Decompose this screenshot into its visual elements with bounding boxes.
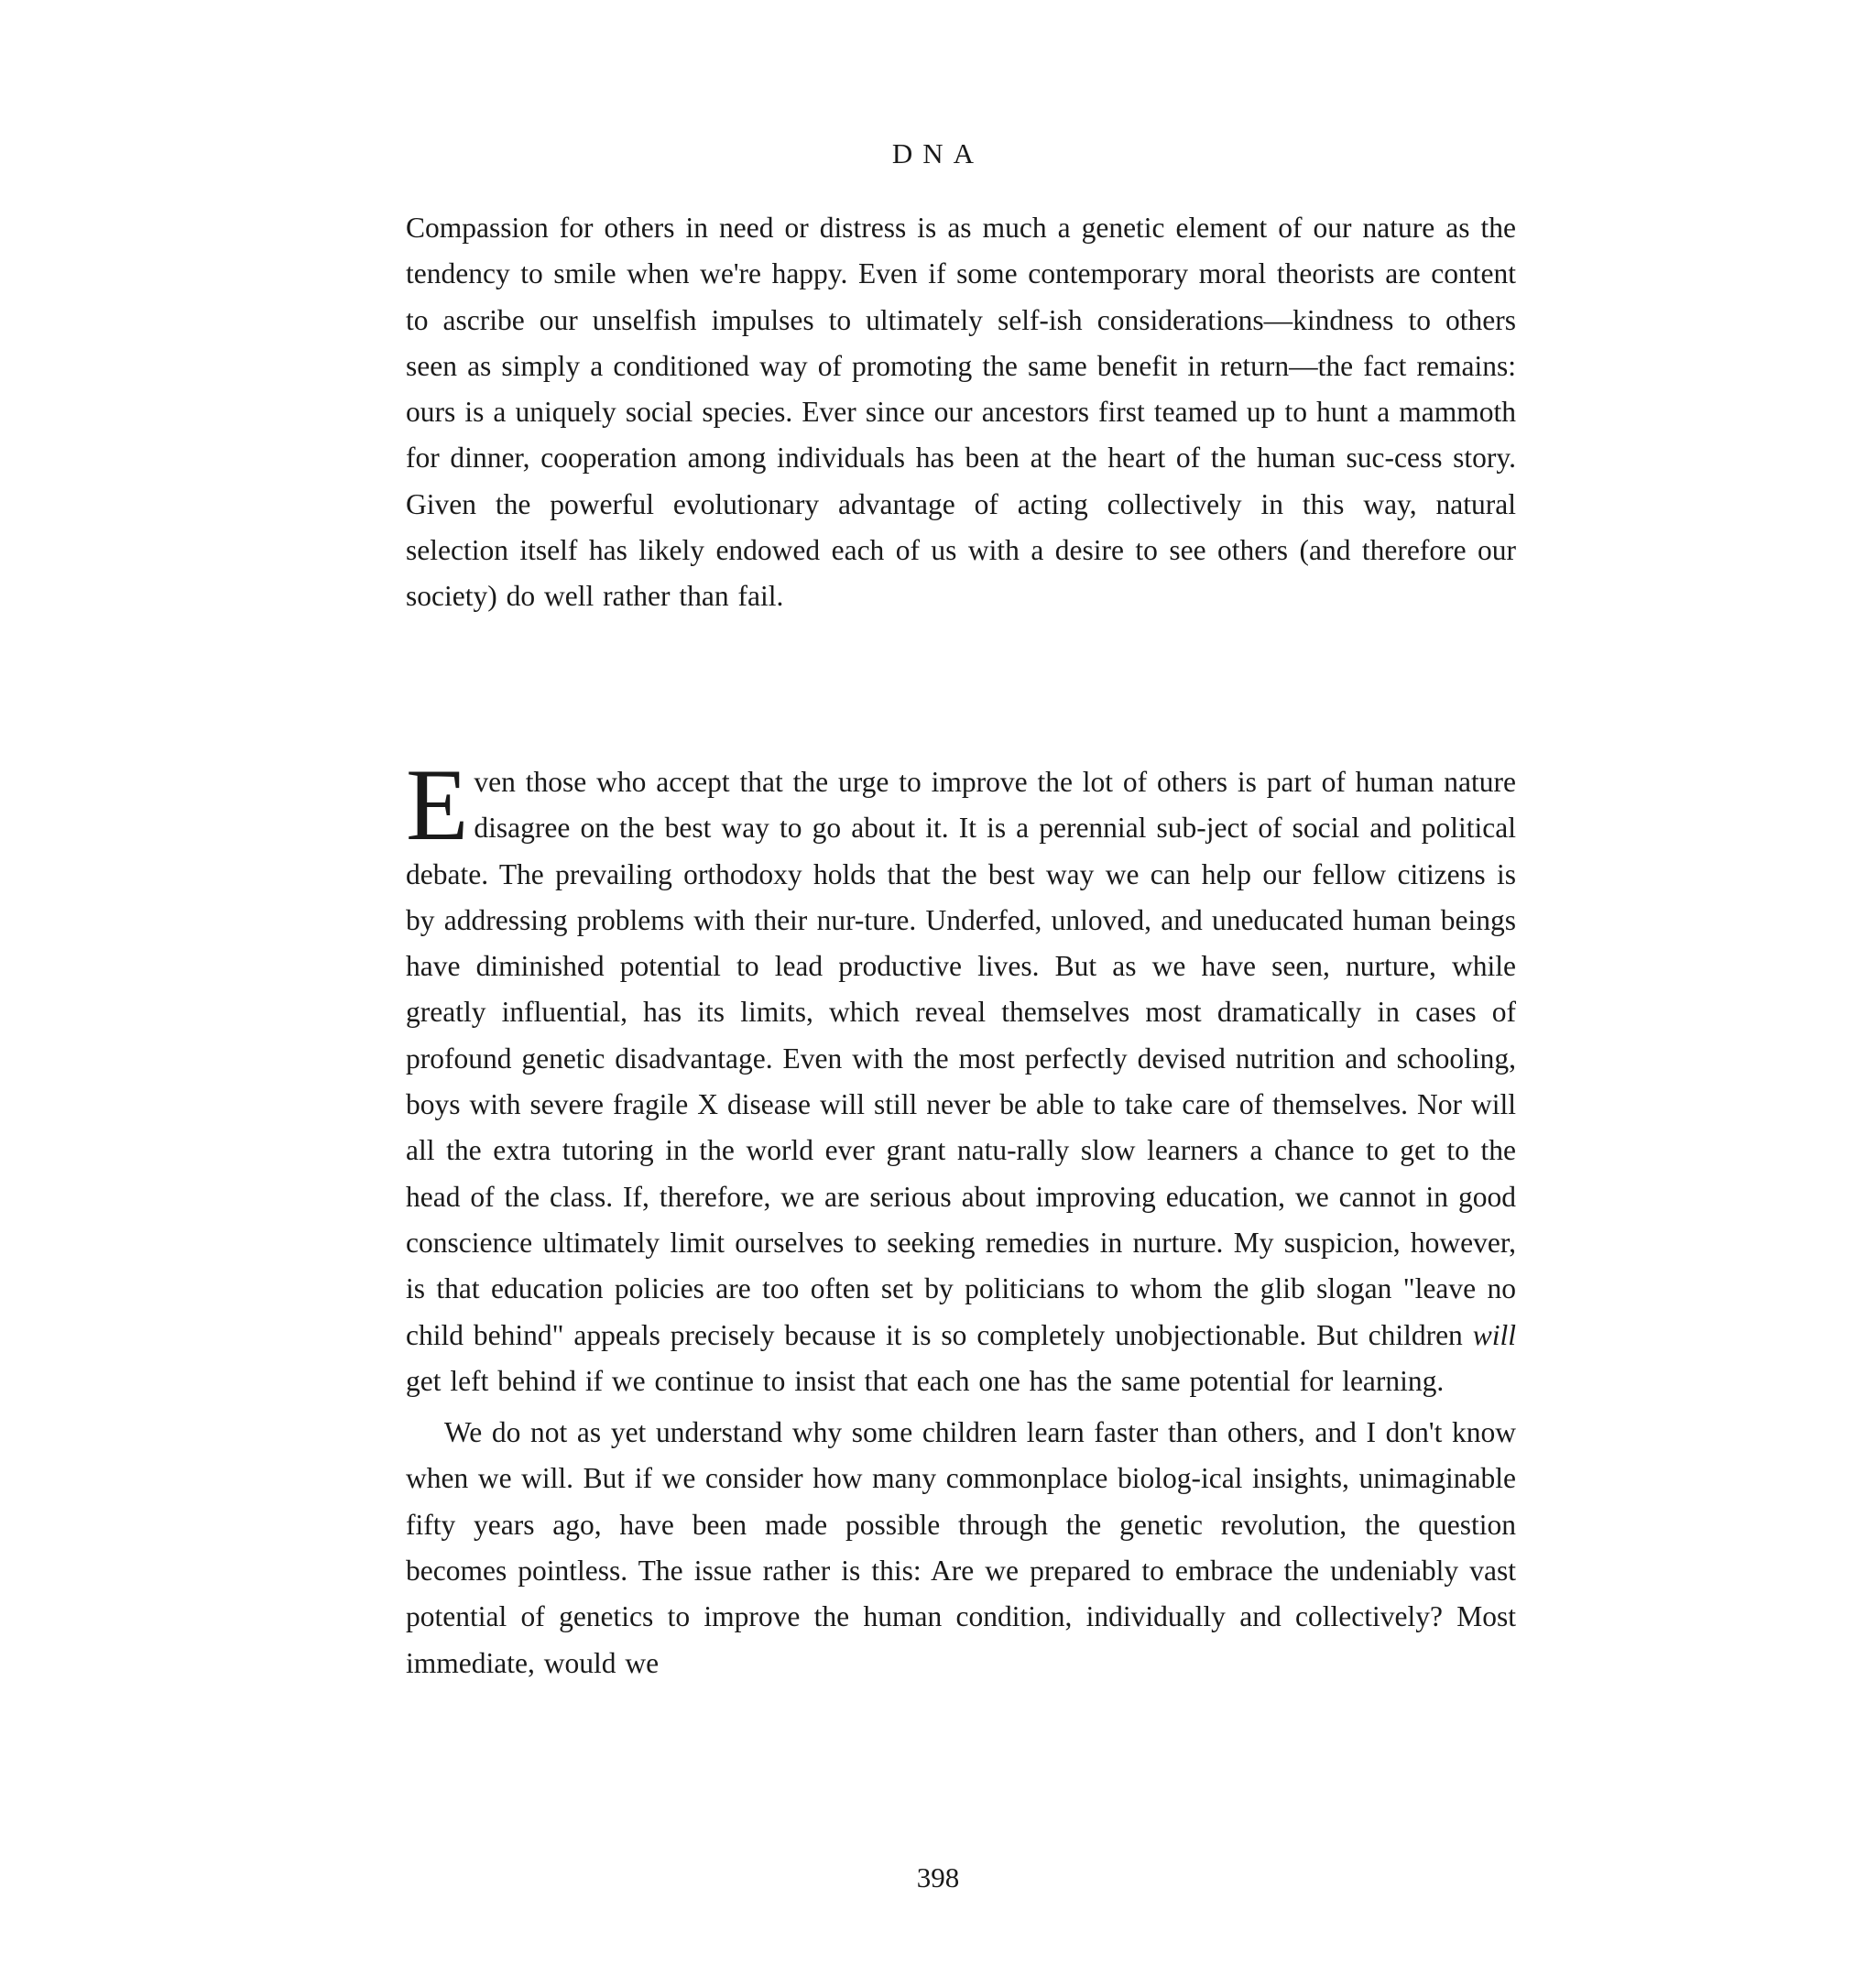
section-1 [406,205,1516,620]
emphasis-text: will [1472,1318,1516,1351]
section-2 [406,748,1516,1686]
paragraph: Compassion for others in need or distress is as much a genetic element of our nature as the tendency to smile when we're happy. Even if some contemporary moral theorists are content to ascribe our unselfish impulses to ultimately self-ish considerations—kindness to others seen as simply a conditioned way of promoting the same benefit in return—the fact remains: ours is a uniquely social species. Ever since our ancestors first teamed up to hunt a mammoth for dinner, cooperation among individuals has been at the heart of the human suc-cess story. Given the powerful evolutionary advantage of acting collectively in this way, natural selection itself has likely endowed each of us with a desire to see others (and therefore our society) do well rather than fail. [406,212,1516,613]
paragraph [406,748,1516,1404]
paragraph-text: ven those who accept that the urge to improve the lot of others is part of human nature disagree on the best way to go about it. It is a perennial sub-ject of social and political debate. The prevailing orthodoxy holds that the best way we can help our fellow citizens is by addressing problems with their nur-ture. Underfed, unloved, and uneducated human beings have diminished potential to lead productive lives. But as we have seen, nurture, while greatly influential, has its limits, which reveal themselves most dramatically in cases of profound genetic disadvantage. Even with the most perfectly devised nutrition and schooling, boys with severe fragile X disease will still never be able to take care of themselves. Nor will all the extra tutoring in the world ever grant natu-rally slow learners a chance to get to the head of the class. If, therefore, we are serious about improving education, we cannot in good conscience ultimately limit ourselves to seeking remedies in nurture. My suspicion, however, is that education policies are too often set by politicians to whom the glib slogan "leave no child behind" appeals precisely because it is so completely unobjectionable. But children [406,766,1516,1351]
running-head: DNA [891,137,985,169]
page-number: 398 [916,1861,960,1893]
paragraph-2: We do not as yet understand why some children learn faster than others, and I don't know when we will. But if we consider how many commonplace biolog-ical insights, unimaginable fifty years ago, have been made possible through the genetic revolution, the question becomes pointless. The issue rather is this: Are we prepared to embrace the undeniably vast potential of genetics to improve the human condition, individually and collectively? Most immediate, would we [406,1416,1516,1679]
drop-cap: E [406,748,469,862]
paragraph-text-continued: get left behind if we continue to insist that each one has the same potential for learning. [406,1364,1445,1397]
